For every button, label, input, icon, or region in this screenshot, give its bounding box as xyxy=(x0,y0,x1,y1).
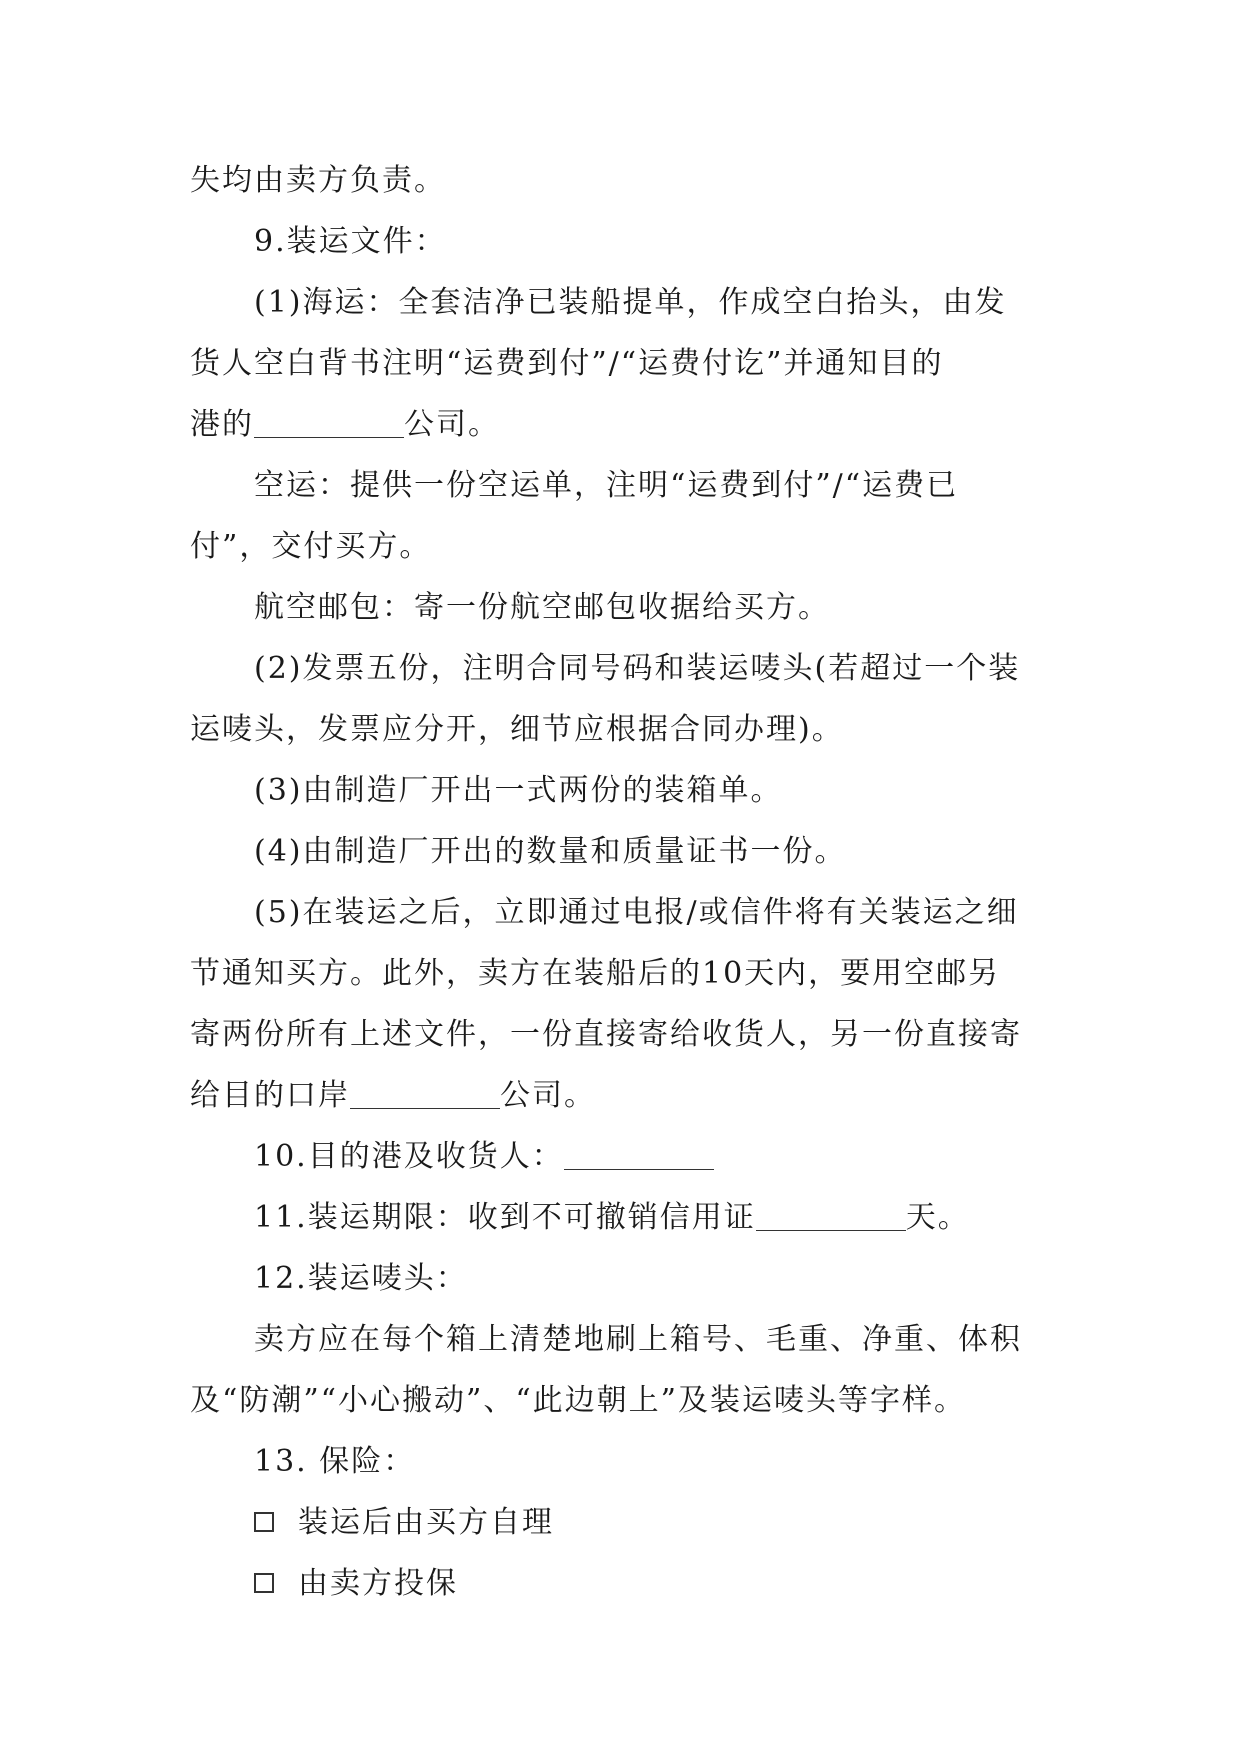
text-line: 运唛头，发票应分开，细节应根据合同办理)。 xyxy=(190,712,844,747)
text-line: (3)由制造厂开出一式两份的装箱单。 xyxy=(254,773,783,808)
text-fragment: 公司。 xyxy=(404,407,500,442)
text-line: (4)由制造厂开出的数量和质量证书一份。 xyxy=(254,834,847,869)
fill-in-blank[interactable] xyxy=(254,407,404,438)
text-line: 节通知买方。此外，卖方在装船后的10天内，要用空邮另 xyxy=(190,956,1001,991)
text-line: 航空邮包：寄一份航空邮包收据给买方。 xyxy=(254,590,830,625)
text-line xyxy=(190,1065,1050,1126)
text-line: 及“防潮”“小心搬动”、“此边朝上”及装运唛头等字样。 xyxy=(190,1383,967,1418)
fill-in-blank[interactable] xyxy=(564,1139,714,1170)
text-line: 寄两份所有上述文件，一份直接寄给收货人，另一份直接寄 xyxy=(190,1017,1022,1052)
text-line: (2)发票五份，注明合同号码和装运唛头(若超过一个装 xyxy=(254,651,1021,686)
checkbox-label: 装运后由买方自理 xyxy=(298,1505,554,1540)
section-heading-shipping-marks: 12.装运唛头： xyxy=(254,1261,468,1296)
checkbox-option-seller[interactable] xyxy=(190,1553,1050,1614)
text-fragment: 港的 xyxy=(190,407,254,442)
text-line: 付”，交付买方。 xyxy=(190,529,432,564)
fill-in-blank[interactable] xyxy=(350,1078,500,1109)
text-line: 空运：提供一份空运单，注明“运费到付”/“运费已 xyxy=(254,468,959,503)
text-fragment: 11.装运期限：收到不可撤销信用证 xyxy=(254,1200,756,1235)
text-line xyxy=(190,394,1050,455)
checkbox-label: 由卖方投保 xyxy=(298,1566,458,1601)
section-heading-shipment-period xyxy=(190,1187,1050,1248)
text-line: 货人空白背书注明“运费到付”/“运费付讫”并通知目的 xyxy=(190,346,944,381)
section-heading-destination xyxy=(190,1126,1050,1187)
text-line: 卖方应在每个箱上清楚地刷上箱号、毛重、净重、体积 xyxy=(254,1322,1022,1357)
text-fragment: 公司。 xyxy=(500,1078,596,1113)
text-fragment: 给目的口岸 xyxy=(190,1078,350,1113)
checkbox-option-buyer[interactable] xyxy=(190,1492,1050,1553)
text-line: (1)海运：全套洁净已装船提单，作成空白抬头，由发 xyxy=(254,285,1007,320)
text-line: 失均由卖方负责。 xyxy=(190,163,446,198)
section-heading-insurance: 13. 保险： xyxy=(254,1444,416,1479)
checkbox-icon[interactable] xyxy=(254,1512,274,1532)
fill-in-blank[interactable] xyxy=(756,1200,906,1231)
checkbox-icon[interactable] xyxy=(254,1573,274,1593)
document-page xyxy=(190,150,1050,1614)
section-heading-shipping-documents: 9.装运文件： xyxy=(254,224,447,259)
text-fragment: 10.目的港及收货人： xyxy=(254,1139,564,1174)
text-fragment: 天。 xyxy=(905,1200,970,1235)
text-line: (5)在装运之后，立即通过电报/或信件将有关装运之细 xyxy=(254,895,1019,930)
